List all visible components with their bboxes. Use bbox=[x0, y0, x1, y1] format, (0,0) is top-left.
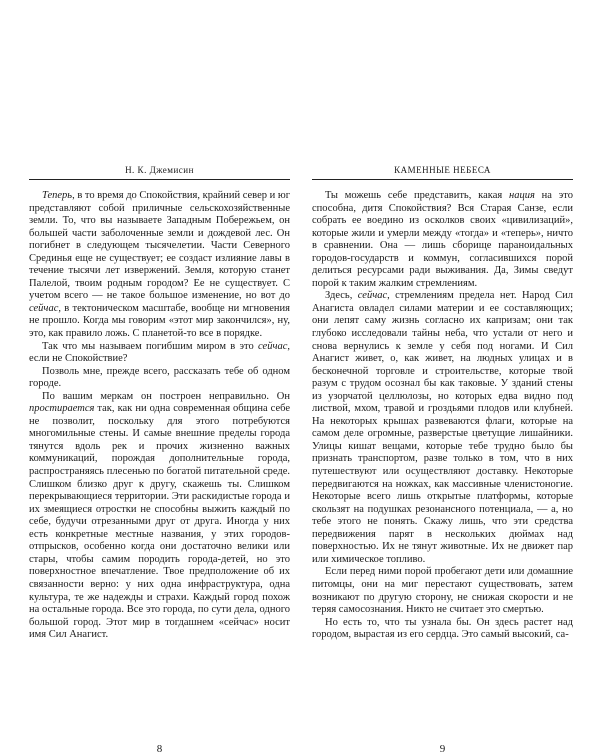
paragraph bbox=[29, 341, 290, 366]
paragraph bbox=[29, 391, 290, 642]
italic-text: нация bbox=[509, 190, 535, 201]
italic-text: сейчас bbox=[258, 340, 288, 352]
italic-text: сейчас bbox=[29, 302, 59, 314]
text-run: так, как ни одна современная община себе не позволит, поскольку для этого потребуются многомильные стены. И самые внешние пределы города тянутся вдоль рек и прочих жизненно важных коммуникаций, порождая дополнительные города, распространяясь плесенью по богатой питательной среде. Слишком близко друг к другу, скажешь ты. Слишком перекрывающиеся территории. Эти раскидистые города и их змеящиеся отростки не способны выжить каждый по себе, будучи отрезанными друг от друга. Иногда у них есть конкретные местные названия, у этих городов-отпрысков, особенно когда они достаточно велики или стары, чтобы самим породить города-детей, но это поверхностное впечатление. Твое предположение об их связанности верно: у них одна инфраструктура, одна культура, те же надежды и страхи. Каждый город похож на остальные города. Все это города, по сути дела, одного большой город. Этот мир в тогдашнем «сейчас» носит имя Сил Анагист. bbox=[29, 403, 290, 641]
text-run: Так что мы называем погибшим миром в это bbox=[42, 340, 259, 352]
right-page-text bbox=[312, 190, 573, 642]
text-run: Но есть то, что ты узнала бы. Он здесь растет над городом, вырастая из его сердца. Это самый высокий, са- bbox=[312, 616, 573, 641]
text-run: , в тектоническом масштабе, вообще ни мгновения не прошло. Когда мы говорим «этот мир закончился», ну, это, как правило ложь. С планетой-то все в порядке. bbox=[29, 302, 290, 340]
running-head-author: Н. К. Джемисин bbox=[29, 165, 290, 180]
left-page bbox=[29, 165, 291, 755]
paragraph bbox=[29, 366, 290, 391]
text-run: Позволь мне, прежде всего, рассказать тебе об одном городе. bbox=[29, 365, 290, 390]
text-run: Ты можешь себе представить, какая bbox=[325, 190, 510, 201]
page-number-left: 8 bbox=[156, 743, 163, 755]
italic-text: простирается bbox=[29, 403, 95, 415]
paragraph bbox=[312, 190, 573, 290]
italic-text: Теперь bbox=[42, 190, 73, 201]
text-run: на это способна, дитя Спокойствия? Вся Старая Санзе, если собрать ее воедино из осколков своих «цивилизаций», которые жили и умерли между «тогда» и «теперь», ничто в сравнении. Она — лишь сборище параноидальных городов-государств и коммун, согласившихся порой делиться ресурсами ради выживания. Да, Зимы сведут порой к таким жалким стремлениям. bbox=[312, 190, 573, 289]
text-run: По вашим меркам он построен неправильно. Он bbox=[42, 390, 290, 402]
right-page bbox=[312, 165, 574, 755]
paragraph bbox=[312, 290, 573, 566]
text-run: Здесь, bbox=[325, 290, 358, 302]
text-run: , стремлениям предела нет. Народ Сил Анагиста овладел силами материи и ее составляющих; они лепят саму жизнь согласно их капризам; они так глубоко исследовали тайны неба, что устали от него и снова вернулись к земле у себя под ногами. И Сил Анагист живет, о, как живет, на людных улицах и в бесконечной торговле и строительстве, которые твой разум с трудом осознал бы как таковые. У зданий стены из узорчатой целлюлозы, но которых едва видно под листвой, мхом, травой и гроздьями плодов или клубней. На некоторых крышах развеваются флаги, которые на самом деле огромные, разверстые цветущие лишайники. Улицы кишат вещами, которые тебе трудно было бы признать транспортом, разве только в том, что в них путешествуют или осуществляют доставку. Некоторые передвигаются на ножках, как массивные членистоногие. Некоторые всего лишь открытые платформы, которые скользят на подушках резонансного потенциала, — а, но тебе этого не понять. Скажу лишь, что эти средства передвижения парят в нескольких дюймах над поверхностью. Их не тянут животные. Их не движет пар или химическое топливо. bbox=[312, 290, 574, 565]
text-run: , если не Спокойствие? bbox=[29, 340, 290, 365]
paragraph bbox=[312, 566, 573, 616]
paragraph bbox=[29, 190, 290, 341]
left-page-text bbox=[29, 190, 290, 642]
text-run: Если перед ними порой пробегают дети или домашние питомцы, они на миг перестают существовать, затем возникают по другую сторону, не снижая скорости и не теряя самосознания. Никто не считает это смертью. bbox=[312, 566, 573, 616]
paragraph bbox=[312, 617, 573, 642]
italic-text: сейчас bbox=[357, 290, 388, 302]
text-run: , в то время до Спокойствия, крайний север и юг представляют собой приличные сельскохозяйственные земли. То, что вы называете Западным Побережьем, он большей части заболоченные земли и дождевой лес. Он погибнет в следующем тысячелетии. Части Северного Срединья еще не существует; ее создаст излияние лавы в течение тысячи лет извержений. Земля, которую станет Палелой, твоим родным городом? Ее не существует. С учетом всего — не такое большое изменение, но вот до bbox=[29, 190, 291, 302]
running-head-title: КАМЕННЫЕ НЕБЕСА bbox=[312, 165, 573, 180]
page-number-right: 9 bbox=[439, 743, 446, 755]
